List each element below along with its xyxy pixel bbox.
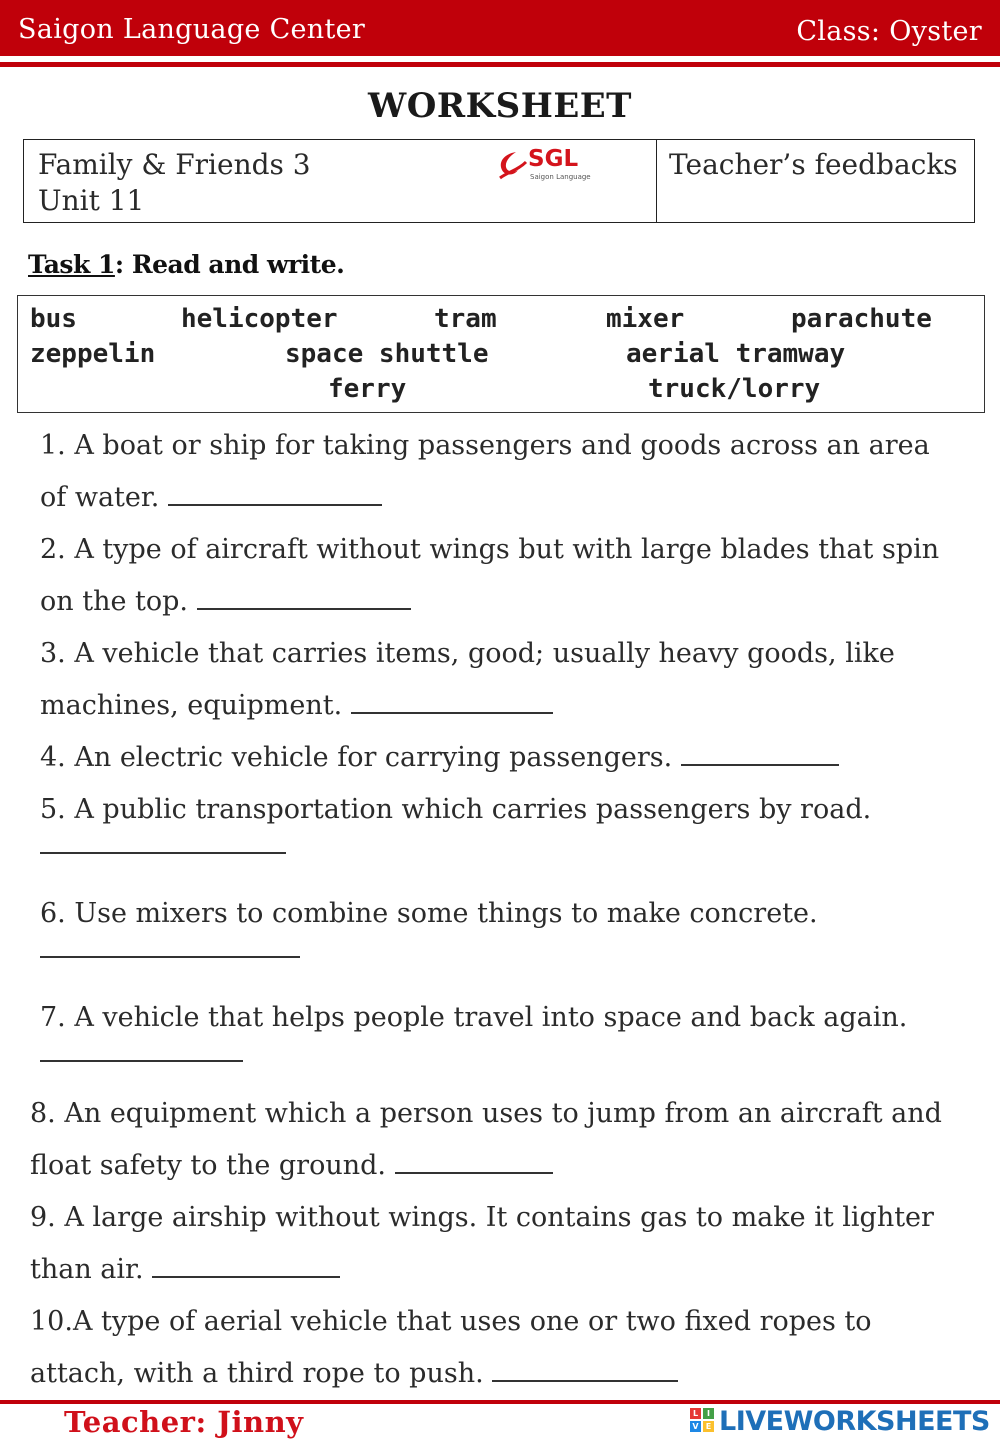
word-bank-item: mixer [606, 304, 685, 334]
question-10-line1: 10.A type of aerial vehicle that uses one or two fixed ropes to [30, 1306, 872, 1337]
question-3-line1: 3. A vehicle that carries items, good; usually heavy goods, like [40, 638, 895, 669]
word-bank-item: truck/lorry [648, 374, 821, 404]
feedback-label: Teacher’s feedbacks [669, 148, 958, 181]
sgl-logo [494, 146, 594, 186]
question-2-line2: on the top. [40, 586, 411, 617]
word-bank-item: zeppelin [30, 339, 156, 369]
question-1-line1: 1. A boat or ship for taking passengers and goods across an area [40, 430, 930, 461]
footer-divider [0, 1400, 1000, 1404]
answer-blank-3[interactable] [351, 690, 553, 714]
logo-subtitle: Saigon Language [530, 173, 591, 181]
page-title: WORKSHEET [368, 86, 632, 126]
question-8-line1: 8. An equipment which a person uses to jump from an aircraft and [30, 1098, 942, 1129]
question-9-line2: than air. [30, 1254, 340, 1285]
answer-blank-1[interactable] [168, 482, 382, 506]
logo-brand: SGL [528, 146, 579, 172]
class-label: Class: Oyster [796, 16, 982, 47]
answer-blank-7[interactable] [40, 1060, 243, 1062]
question-8-line2: float safety to the ground. [30, 1150, 553, 1181]
header-divider [0, 62, 1000, 67]
word-bank-item: ferry [328, 374, 407, 404]
answer-blank-5[interactable] [40, 852, 286, 854]
sgl-swoosh-icon [494, 148, 528, 182]
question-5-line1: 5. A public transportation which carries passengers by road. [40, 794, 872, 825]
answer-blank-4[interactable] [681, 742, 839, 766]
word-bank-item: helicopter [181, 304, 338, 334]
book-info-cell [24, 140, 657, 222]
answer-blank-6[interactable] [40, 956, 300, 958]
task-instruction: : Read and write. [114, 250, 345, 279]
word-bank [17, 295, 985, 413]
word-bank-item: parachute [791, 304, 932, 334]
answer-blank-8[interactable] [395, 1150, 553, 1174]
question-7-line1: 7. A vehicle that helps people travel into space and back again. [40, 1002, 908, 1033]
unit-label: Unit 11 [38, 184, 145, 217]
question-3-line2: machines, equipment. [40, 690, 553, 721]
liveworksheets-brand: LIVEWORKSHEETS [719, 1406, 990, 1437]
word-bank-item: space shuttle [285, 339, 489, 369]
answer-blank-9[interactable] [152, 1254, 340, 1278]
info-table [23, 139, 975, 223]
liveworksheets-icon: L I V E [690, 1408, 716, 1434]
question-4: 4. An electric vehicle for carrying passengers. [40, 742, 839, 773]
header-bar [0, 0, 1000, 56]
word-bank-item: bus [30, 304, 77, 334]
task-heading [28, 250, 344, 279]
task-number: Task 1 [28, 250, 115, 279]
word-bank-item: tram [434, 304, 497, 334]
word-bank-item: aerial tramway [626, 339, 846, 369]
book-title: Family & Friends 3 [38, 148, 311, 181]
question-2-line1: 2. A type of aircraft without wings but with large blades that spin [40, 534, 940, 565]
teacher-name: Teacher: Jinny [64, 1405, 304, 1439]
question-1-line2: of water. [40, 482, 382, 513]
answer-blank-2[interactable] [197, 586, 411, 610]
question-6-line1: 6. Use mixers to combine some things to make concrete. [40, 898, 818, 929]
question-9-line1: 9. A large airship without wings. It contains gas to make it lighter [30, 1202, 934, 1233]
question-10-line2: attach, with a third rope to push. [30, 1358, 678, 1389]
center-name: Saigon Language Center [18, 14, 366, 45]
answer-blank-10[interactable] [492, 1358, 678, 1382]
